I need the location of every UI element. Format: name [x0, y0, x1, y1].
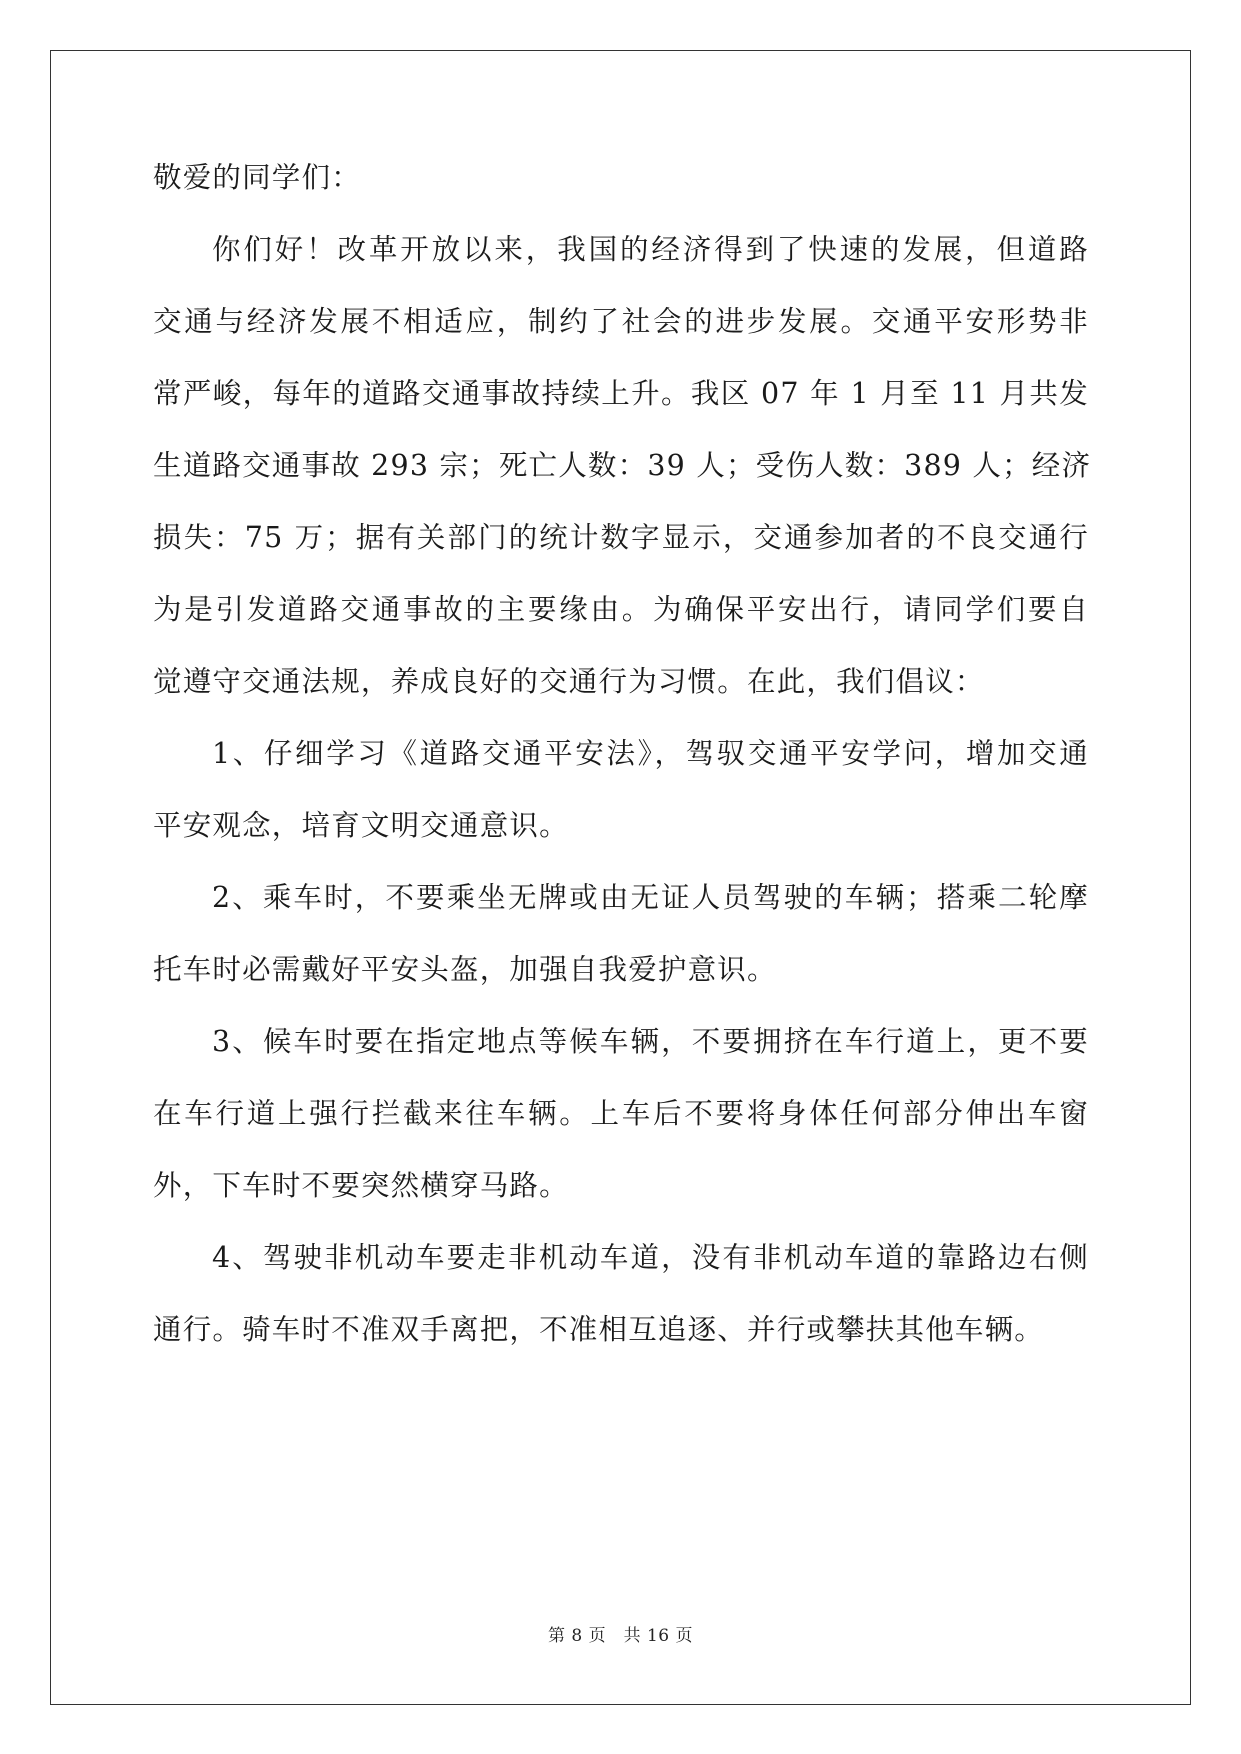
paragraph-line: 常严峻，每年的道路交通事故持续上升。我区 07 年 1 月至 11 月共发 — [153, 377, 1089, 410]
list-item-4-line: 通行。骑车时不准双手离把，不准相互追逐、并行或攀扶其他车辆。 — [153, 1313, 1045, 1346]
list-item-3-line: 在车行道上强行拦截来往车辆。上车后不要将身体任何部分伸出车窗 — [153, 1097, 1089, 1130]
list-item-1-line: 1、仔细学习《道路交通平安法》，驾驭交通平安学问，增加交通 — [212, 737, 1089, 770]
paragraph-line: 觉遵守交通法规，养成良好的交通行为习惯。在此，我们倡议： — [153, 665, 985, 698]
paragraph-line: 交通与经济发展不相适应，制约了社会的进步发展。交通平安形势非 — [153, 305, 1089, 338]
salutation: 敬爱的同学们： — [153, 161, 361, 194]
list-item-2-line: 托车时必需戴好平安头盔，加强自我爱护意识。 — [153, 953, 777, 986]
paragraph-line: 你们好！改革开放以来，我国的经济得到了快速的发展，但道路 — [212, 233, 1089, 266]
paragraph-line: 生道路交通事故 293 宗；死亡人数：39 人；受伤人数：389 人；经济 — [153, 449, 1092, 482]
paragraph-line: 为是引发道路交通事故的主要缘由。为确保平安出行，请同学们要自 — [153, 593, 1089, 626]
paragraph-line: 损失：75 万；据有关部门的统计数字显示，交通参加者的不良交通行 — [153, 521, 1089, 554]
list-item-3-line: 3、候车时要在指定地点等候车辆，不要拥挤在车行道上，更不要 — [212, 1025, 1089, 1058]
list-item-3-line: 外，下车时不要突然横穿马路。 — [153, 1169, 569, 1202]
list-item-1-line: 平安观念，培育文明交通意识。 — [153, 809, 569, 842]
list-item-4-line: 4、驾驶非机动车要走非机动车道，没有非机动车道的靠路边右侧 — [212, 1241, 1089, 1274]
page-number: 第 8 页 共 16 页 — [547, 1626, 694, 1646]
list-item-2-line: 2、乘车时，不要乘坐无牌或由无证人员驾驶的车辆；搭乘二轮摩 — [212, 881, 1089, 914]
